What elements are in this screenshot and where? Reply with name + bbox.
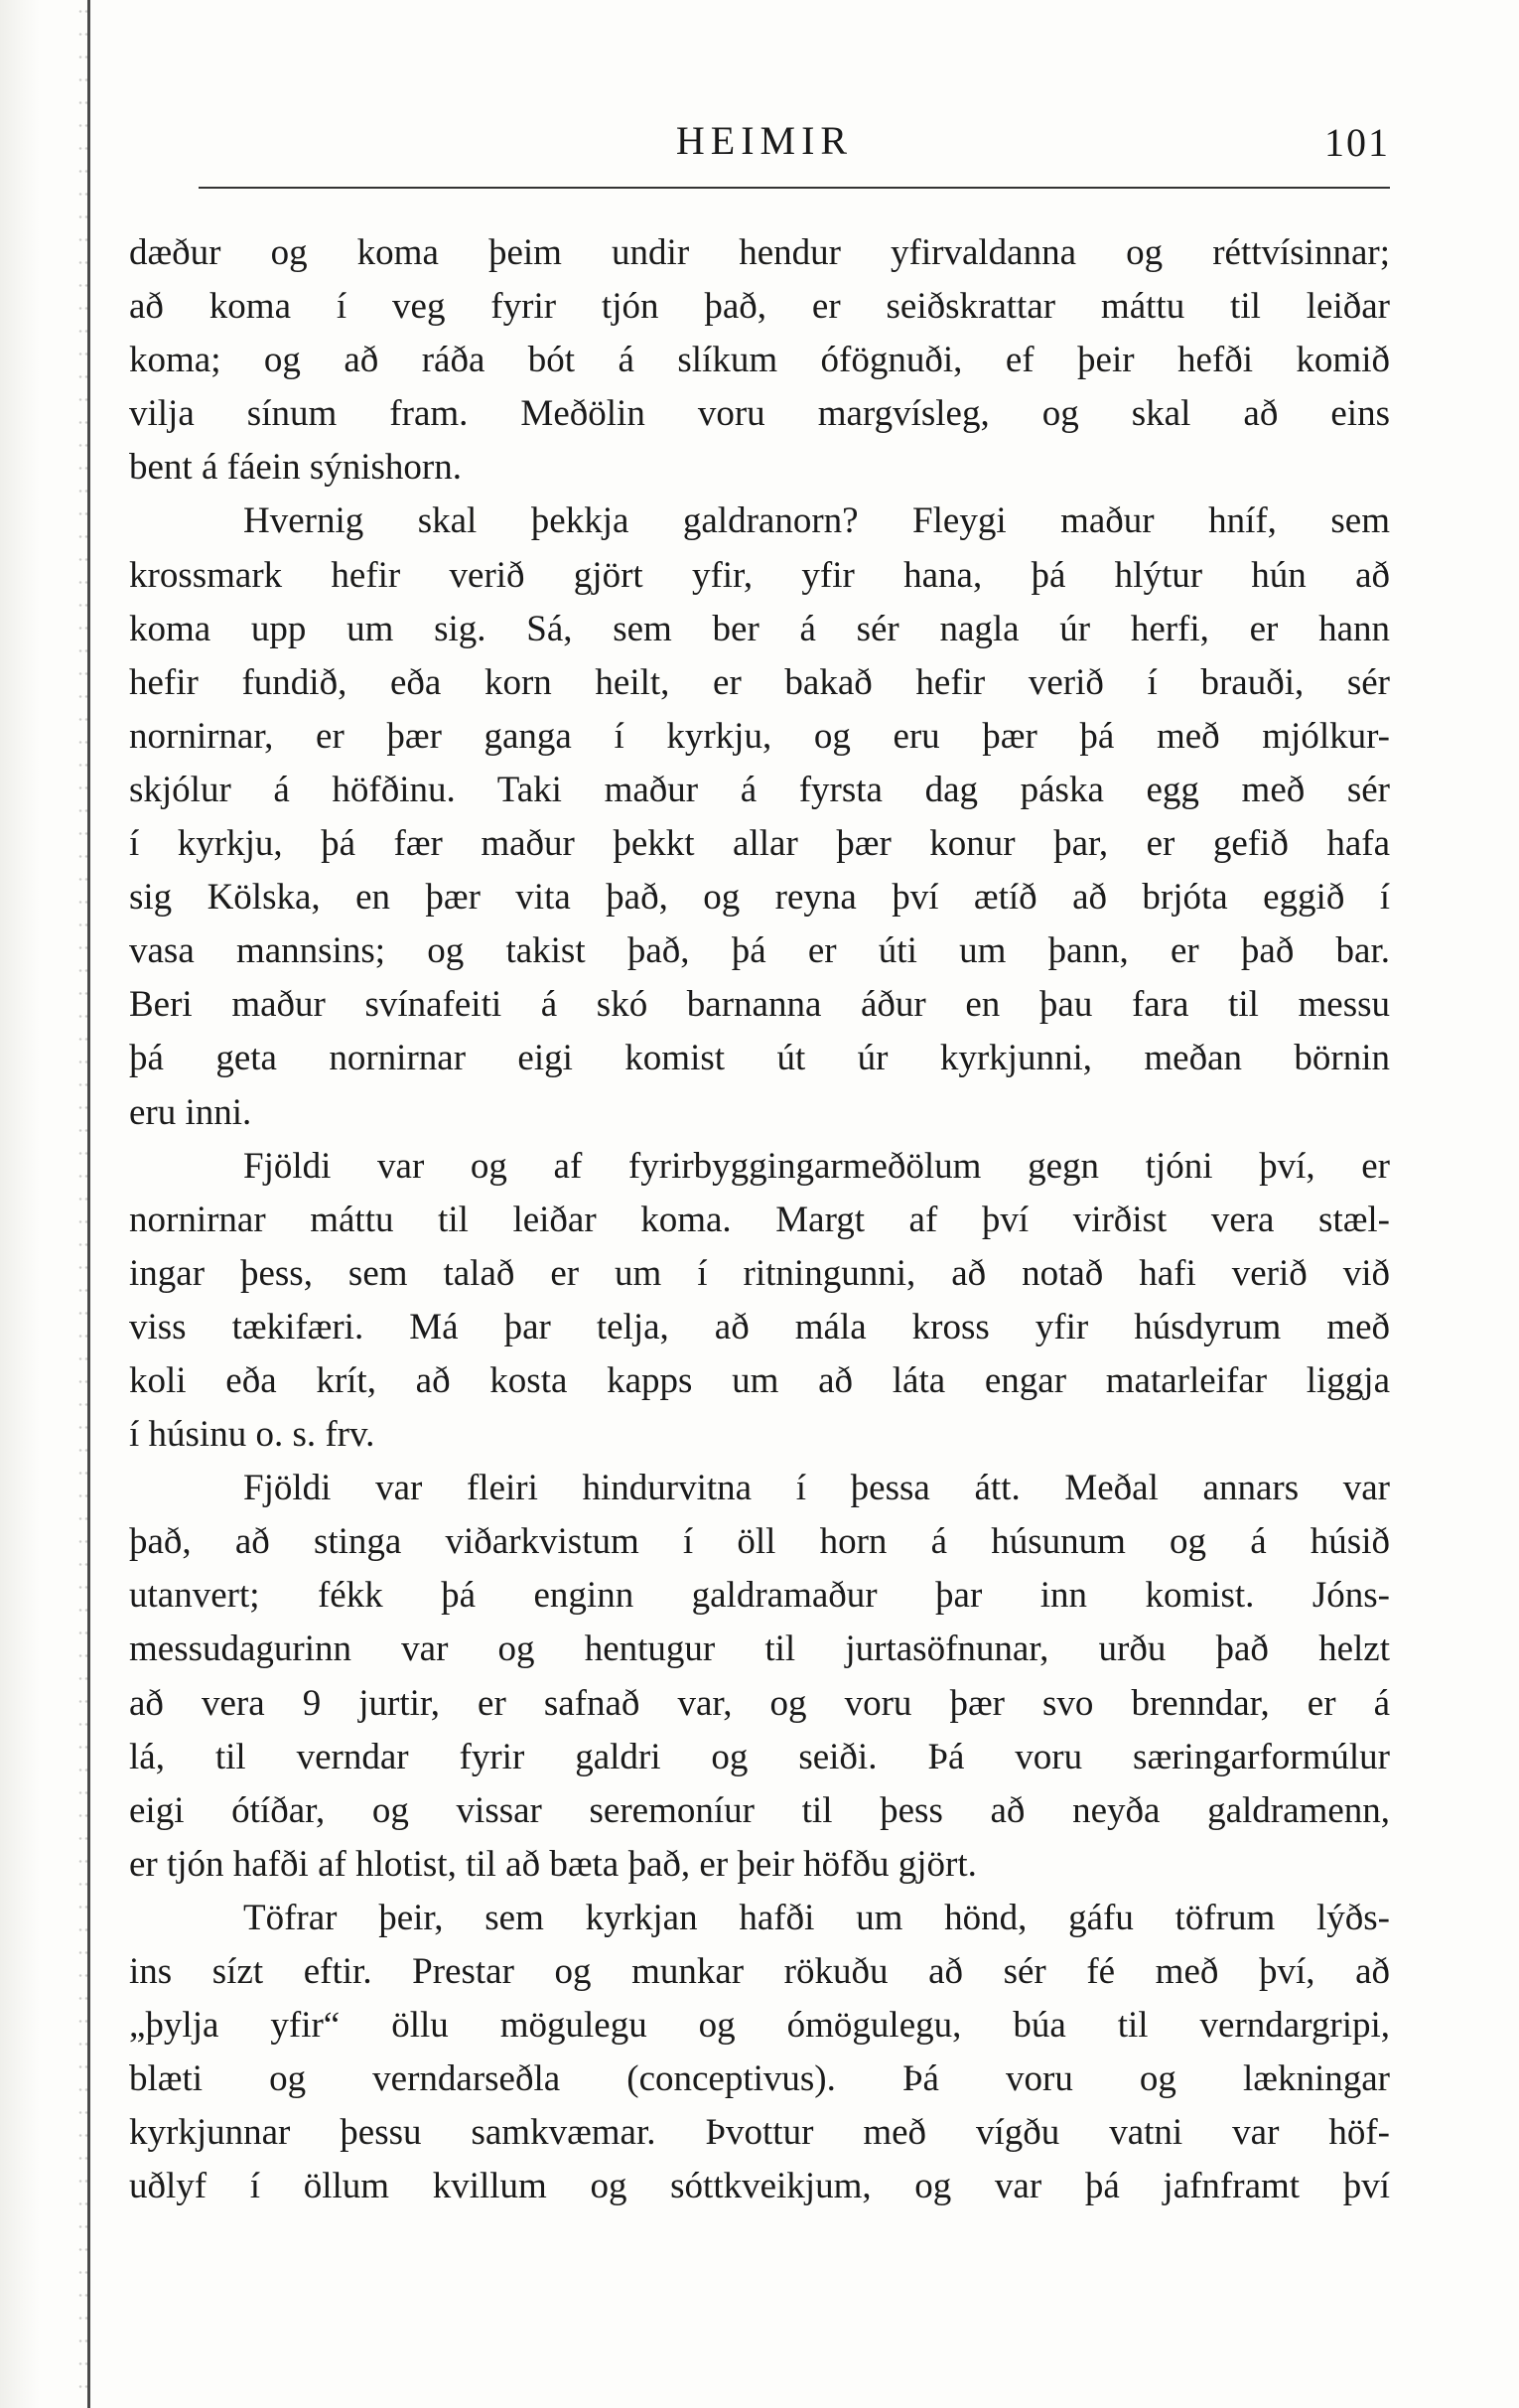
header-rule (199, 187, 1390, 189)
text-line: eru inni. (129, 1091, 252, 1133)
text-line: lá, til verndar fyrir galdri og seiði. Þá voru særingarformúlur (129, 1736, 1390, 1777)
text-line: blæti og verndarseðla (conceptivus). Þá voru og lækningar (129, 2058, 1390, 2100)
text-line: koli eða krít, að kosta kapps um að láta engar matarleifar liggja (129, 1359, 1390, 1401)
text-line: ins sízt eftir. Prestar og munkar rökuðu að sér fé með því, að (129, 1951, 1390, 1992)
text-line: það, að stinga viðarkvistum í öll horn á húsunum og á húsið (129, 1521, 1390, 1563)
running-title: HEIMIR (675, 118, 854, 163)
text-line: uðlyf í öllum kvillum og sóttkveikjum, og var þá jafnframt því (129, 2166, 1390, 2207)
text-line: að koma í veg fyrir tjón það, er seiðskrattar máttu til leiðar (129, 286, 1390, 328)
text-line: hefir fundið, eða korn heilt, er bakað hefir verið í brauði, sér (129, 661, 1390, 703)
text-line: nornirnar máttu til leiðar koma. Margt af því virðist vera stæl- (129, 1199, 1390, 1240)
text-line: bent á fáein sýnishorn. (129, 447, 462, 489)
text-line: koma; og að ráða bót á slíkum ófögnuði, ef þeir hefði komið (129, 340, 1390, 381)
text-line: að vera 9 jurtir, er safnað var, og voru þær svo brenndar, er á (129, 1682, 1390, 1724)
text-line: í kyrkju, þá fær maður þekkt allar þær konur þar, er gefið hafa (129, 823, 1390, 865)
page-header (139, 117, 1390, 177)
text-line: Fjöldi var fleiri hindurvitna í þessa átt. Meðal annars var (243, 1468, 1390, 1509)
text-line: skjólur á höfðinu. Taki maður á fyrsta dag páska egg með sér (129, 769, 1390, 810)
text-line: kyrkjunnar þessu samkvæmar. Þvottur með vígðu vatni var höf- (129, 2112, 1390, 2154)
text-line: Hvernig skal þekkja galdranorn? Fleygi maður hníf, sem (243, 500, 1390, 542)
text-line: viss tækifæri. Má þar telja, að mála kross yfir húsdyrum með (129, 1306, 1390, 1347)
text-line: messudagurinn var og hentugur til jurtasöfnunar, urðu það helzt (129, 1629, 1390, 1670)
body-text (129, 226, 1390, 2213)
text-line: koma upp um sig. Sá, sem ber á sér nagla úr herfi, er hann (129, 608, 1390, 649)
text-line: „þylja yfir“ öllu mögulegu og ómögulegu, búa til verndargripi, (129, 2005, 1390, 2047)
page-number: 101 (1324, 120, 1390, 165)
text-line: þá geta nornirnar eigi komist út úr kyrkjunni, meðan börnin (129, 1038, 1390, 1079)
text-line: Töfrar þeir, sem kyrkjan hafði um hönd, gáfu töfrum lýðs- (243, 1897, 1390, 1938)
text-line: dæður og koma þeim undir hendur yfirvaldanna og réttvísinnar; (129, 232, 1390, 273)
text-line: í húsinu o. s. frv. (129, 1414, 375, 1456)
text-line: vasa mannsins; og takist það, þá er úti um þann, er það bar. (129, 930, 1390, 972)
text-line: utanvert; fékk þá enginn galdramaður þar inn komist. Jóns- (129, 1575, 1390, 1617)
text-line: nornirnar, er þær ganga í kyrkju, og eru þær þá með mjólkur- (129, 715, 1390, 757)
binding-edge-line (87, 0, 90, 2408)
text-line: ingar þess, sem talað er um í ritningunni, að notað hafi verið við (129, 1252, 1390, 1294)
page-binding-shadow (0, 0, 40, 2408)
text-line: eigi ótíðar, og vissar seremoníur til þess að neyða galdramenn, (129, 1789, 1390, 1831)
text-line: sig Kölska, en þær vita það, og reyna því ætíð að brjóta eggið í (129, 877, 1390, 919)
text-line: Beri maður svínafeiti á skó barnanna áður en þau fara til messu (129, 984, 1390, 1026)
text-line: krossmark hefir verið gjört yfir, yfir hana, þá hlýtur hún að (129, 554, 1390, 596)
text-line: Fjöldi var og af fyrirbyggingarmeðölum gegn tjóni því, er (243, 1145, 1390, 1187)
text-line: vilja sínum fram. Meðölin voru margvísleg, og skal að eins (129, 393, 1390, 435)
text-line: er tjón hafði af hlotist, til að bæta það, er þeir höfðu gjört. (129, 1843, 977, 1885)
